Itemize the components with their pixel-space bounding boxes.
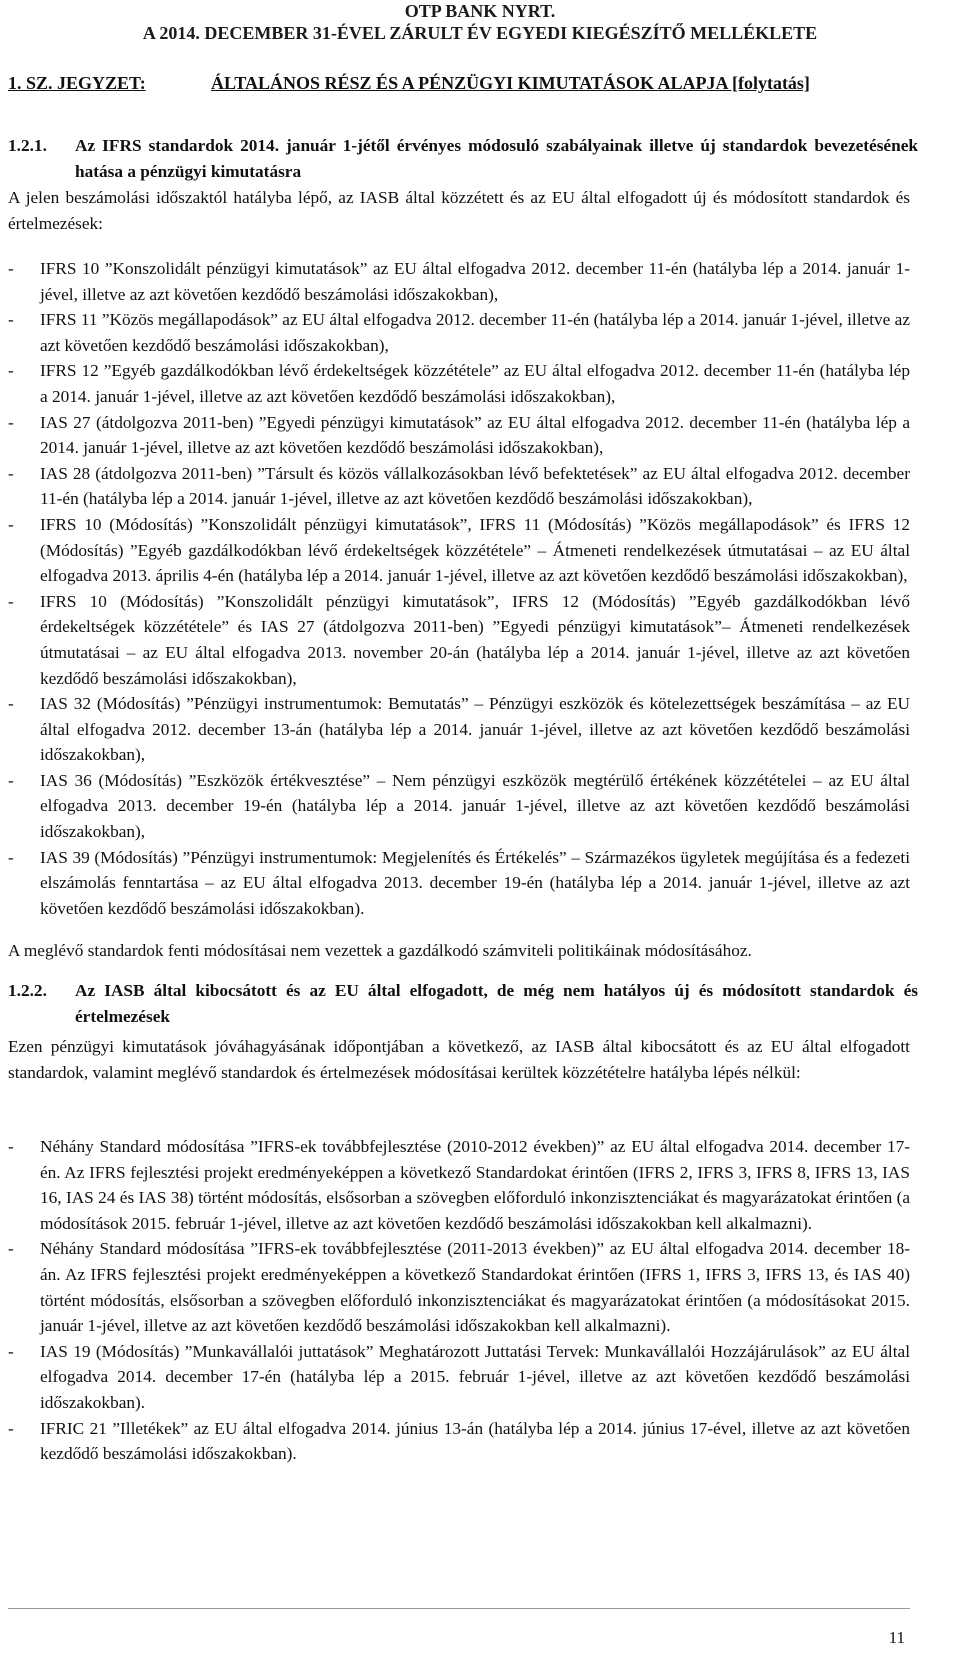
list-item: - IFRS 10 (Módosítás) ”Konszolidált pénzügyi kimutatások”, IFRS 11 (Módosítás) ”Közös megállapodások” és IFRS 12 (Módosítás) ”Egyéb gazdálkodókban lévő érdekeltségek közzététele” – Átmeneti rendelkezések útmutatásai – az EU által elfogadva 2013. április 4-én (hatályba lép a 2014. január 1-jével, illetve az azt követően kezdődő beszámolási időszakokban),: [8, 514, 910, 586]
section-heading-1-2-2: [8, 978, 918, 1029]
section-intro: A jelen beszámolási időszaktól hatályba lépő, az IASB által közzétett és az EU által elfogadott új és módosított standardok és értelmezések:: [8, 188, 910, 233]
bank-name: OTP BANK NYRT.: [404, 1, 556, 21]
list-item: - IFRS 12 ”Egyéb gazdálkodókban lévő érdekeltségek közzététele” az EU által elfogadva 2012. december 11-én (hatályba lép a 2014. január 1-jével, illetve az azt követően kezdődő beszámolási időszakokban),: [8, 361, 910, 406]
footer-divider: [8, 1608, 910, 1609]
list-item: - IAS 32 (Módosítás) ”Pénzügyi instrumentumok: Bemutatás” – Pénzügyi eszközök és kötelezettségek beszámítása – az EU által elfogadva 2012. december 13-án (hatályba lép a 2014. január 1-jével, illetve az azt követően kezdődő beszámolási időszakokban),: [8, 694, 910, 765]
standards-list-not-yet-effective: [8, 1134, 910, 1467]
standards-list-effective: [8, 256, 910, 921]
section-number: 1.2.2.: [8, 981, 47, 1000]
section-intro: Ezen pénzügyi kimutatások jóváhagyásának időpontjában a következő, az IASB által kibocsátott és az EU által elfogadott standardok, valamint meglévő standardok és értelmezések módosításai kerültek közzétételre hatályba lépés nélkül:: [8, 1037, 910, 1082]
list-item: - IAS 27 (átdolgozva 2011-ben) ”Egyedi pénzügyi kimutatások” az EU által elfogadva 2012. december 11-én (hatályba lép a 2014. január 1-jével, illetve az azt követően kezdődő beszámolási időszakokban),: [8, 412, 910, 458]
note-title: ÁLTALÁNOS RÉSZ ÉS A PÉNZÜGYI KIMUTATÁSOK ALAPJA [folytatás]: [211, 73, 810, 93]
section-heading-1-2-1: [8, 133, 918, 184]
page-number: 11: [888, 1628, 905, 1647]
list-item: - IAS 39 (Módosítás) ”Pénzügyi instrumentumok: Megjelenítés és Értékelés” – Származékos ügyletek megújítása és a fedezeti elszámolás fenntartása – az EU által elfogadva 2013. december 19-én (hatályba lép a 2014. január 1-jével, illetve az azt követően kezdődő beszámolási időszakokban).: [8, 847, 910, 918]
list-item: - IAS 19 (Módosítás) ”Munkavállalói juttatások” Meghatározott Juttatási Tervek: Munkavállalói Hozzájárulások” az EU által elfogadva 2014. december 17-én (hatályba lép a 2015. február 1-jével, illetve az azt követően kezdődő beszámolási időszakokban).: [8, 1341, 910, 1412]
list-item: - IFRS 10 (Módosítás) ”Konszolidált pénzügyi kimutatások”, IFRS 12 (Módosítás) ”Egyéb gazdálkodókban lévő érdekeltségek közzététele” és IAS 27 (átdolgozva 2011-ben) ”Egyedi pénzügyi kimutatások”– Átmeneti rendelkezések útmutatásai – az EU által elfogadva 2013. november 20-án (hatályba lép a 2014. január 1-jével, illetve az azt követően kezdődő beszámolási időszakokban),: [8, 591, 910, 688]
closing-paragraph: A meglévő standardok fenti módosításai nem vezettek a gazdálkodó számviteli politikáinak módosításához.: [8, 941, 752, 960]
list-item: - Néhány Standard módosítása ”IFRS-ek továbbfejlesztése (2010-2012 években)” az EU által elfogadva 2014. december 17-én. Az IFRS fejlesztési projekt eredményeképpen a következő Standardokat érintően (IFRS 2, IFRS 3, IFRS 8, IFRS 13, IAS 16, IAS 24 és IAS 38) történt módosítás, elsősorban a szövegben előforduló inkonzisztenciákat és magyarázatokat érintően (a módosítások 2015. február 1-jével, illetve az azt követően kezdődő beszámolási időszakokban kell alkalmazni).: [8, 1137, 910, 1233]
note-number: 1. SZ. JEGYZET:: [8, 73, 146, 93]
list-item: - IAS 36 (Módosítás) ”Eszközök értékvesztése” – Nem pénzügyi eszközök megtérülő értékének közzétételei – az EU által elfogadva 2013. december 19-én (hatályba lép a 2014. január 1-jével, illetve az azt követően kezdődő beszámolási időszakokban),: [8, 770, 910, 842]
report-title: A 2014. DECEMBER 31-ÉVEL ZÁRULT ÉV EGYEDI KIEGÉSZÍTŐ MELLÉKLETE: [142, 23, 818, 43]
list-item: - IFRIC 21 ”Illetékek” az EU által elfogadva 2014. június 13-án (hatályba lép a 2014. június 17-ével, illetve az azt követően kezdődő beszámolási időszakokban).: [8, 1418, 910, 1464]
list-item: - IFRS 10 ”Konszolidált pénzügyi kimutatások” az EU által elfogadva 2012. december 11-én (hatályba lép a 2014. január 1-jével, illetve az azt követően kezdődő beszámolási időszakokban),: [8, 259, 910, 304]
list-item: - IAS 28 (átdolgozva 2011-ben) ”Társult és közös vállalkozásokban lévő befektetések” az EU által elfogadva 2012. december 11-én (hatályba lép a 2014. január 1-jével, illetve az azt követően kezdődő beszámolási időszakokban),: [8, 463, 910, 509]
list-item: - Néhány Standard módosítása ”IFRS-ek továbbfejlesztése (2011-2013 években)” az EU által elfogadva 2014. december 18-án. Az IFRS fejlesztési projekt eredményeképpen a következő Standardokat érintően (IFRS 1, IFRS 3, IFRS 13, és IAS 40) történt módosítás, elsősorban a szövegben előforduló inkonzisztenciákat és magyarázatokat érintően (a módosításokat 2015. január 1-jével, illetve az azt követően kezdődő beszámolási időszakokban kell alkalmazni).: [8, 1239, 910, 1336]
section-title: Az IASB által kibocsátott és az EU által elfogadott, de még nem hatályos új és módosított standardok és értelmezések: [75, 981, 918, 1026]
section-title: Az IFRS standardok 2014. január 1-jétől érvényes módosuló szabályainak illetve új standardok bevezetésének hatása a pénzügyi kimutatásra: [75, 136, 918, 181]
section-number: 1.2.1.: [8, 136, 47, 155]
list-item: - IFRS 11 ”Közös megállapodások” az EU által elfogadva 2012. december 11-én (hatályba lép a 2014. január 1-jével, illetve az azt követően kezdődő beszámolási időszakokban),: [8, 310, 910, 355]
